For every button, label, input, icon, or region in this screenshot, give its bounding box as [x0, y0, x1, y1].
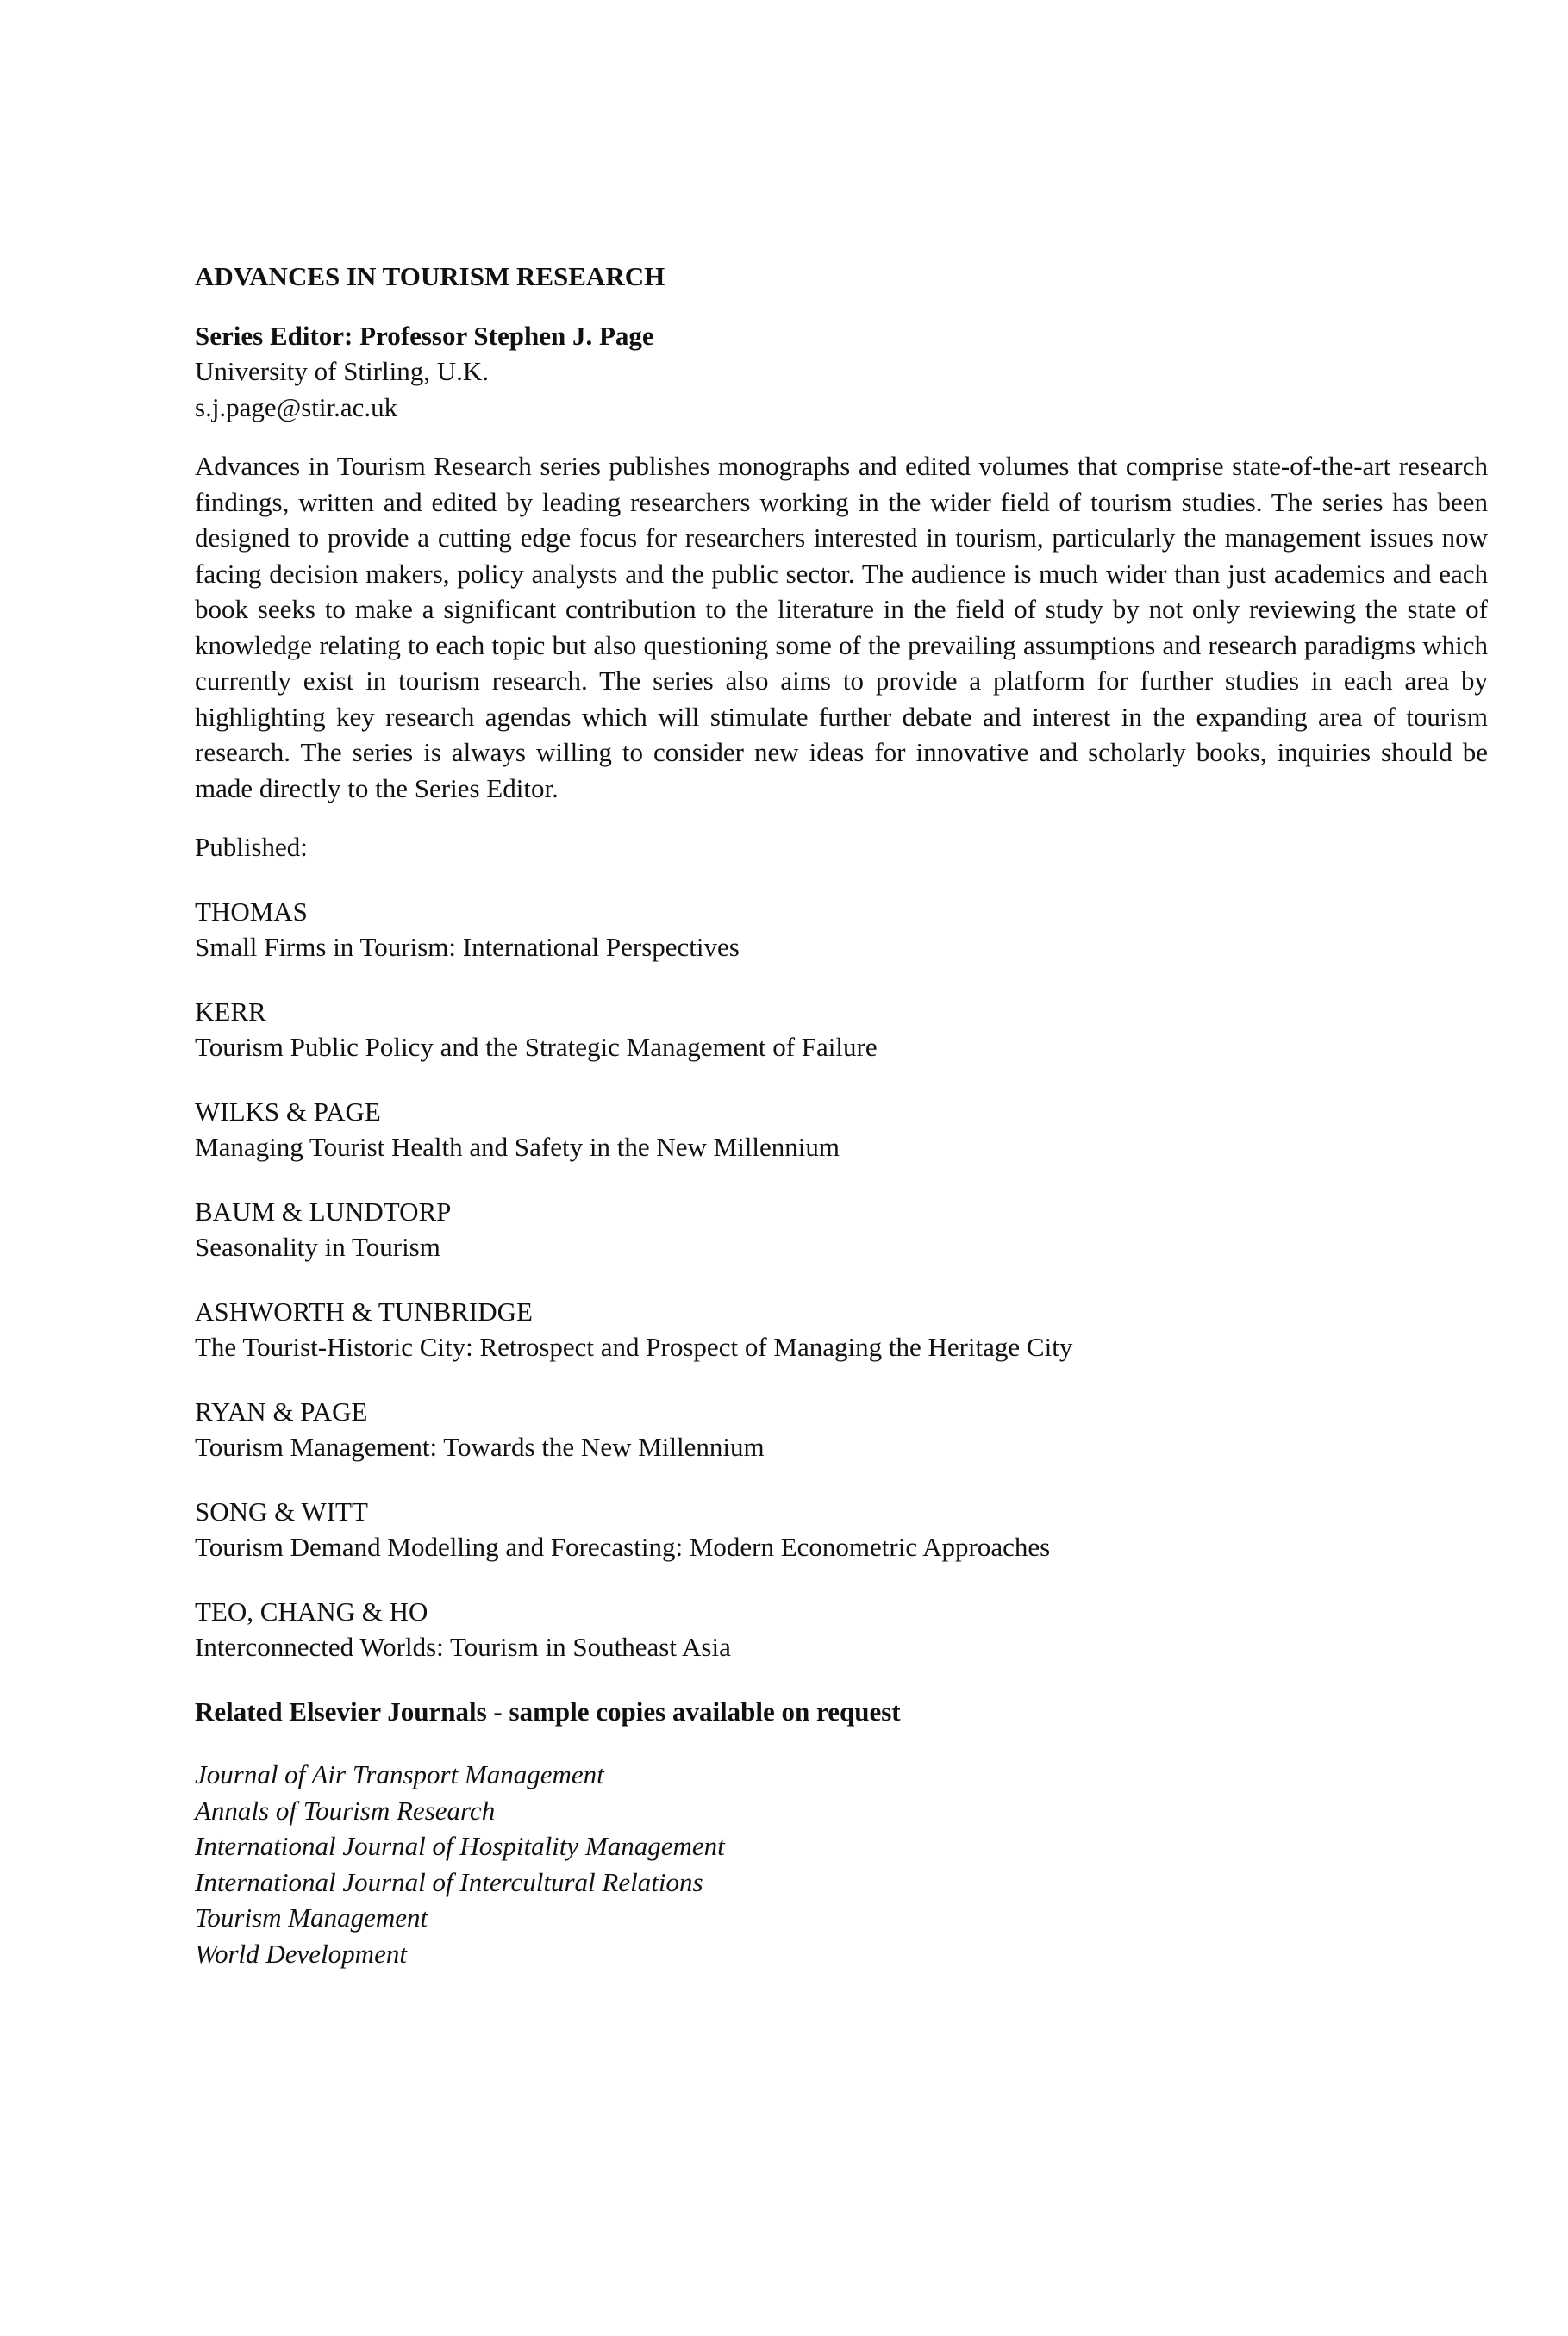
book-author: WILKS & PAGE	[195, 1096, 381, 1127]
book-title: Managing Tourist Health and Safety in the New Millennium	[195, 1132, 840, 1162]
journal-item: International Journal of Intercultural Relations	[195, 1866, 703, 1897]
book-entry	[195, 1094, 1488, 1165]
book-author: KERR	[195, 996, 266, 1027]
journals-heading: Related Elsevier Journals - sample copies available on request	[195, 1696, 901, 1727]
book-entry	[195, 1194, 1488, 1265]
published-books	[195, 894, 1488, 1665]
journal-item: International Journal of Hospitality Management	[195, 1831, 725, 1861]
book-title: Tourism Public Policy and the Strategic Management of Failure	[195, 1032, 878, 1062]
book-title: Small Firms in Tourism: International Perspectives	[195, 932, 740, 962]
book-author: THOMAS	[195, 896, 308, 927]
published-label: Published:	[195, 832, 308, 862]
book-entry	[195, 1594, 1488, 1665]
book-title: Interconnected Worlds: Tourism in Southeast Asia	[195, 1632, 731, 1662]
editor-block	[195, 318, 1488, 426]
journal-item: Annals of Tourism Research	[195, 1795, 496, 1826]
book-title: The Tourist-Historic City: Retrospect and Prospect of Managing the Heritage City	[195, 1332, 1073, 1362]
series-title: ADVANCES IN TOURISM RESEARCH	[195, 261, 665, 291]
book-title: Tourism Demand Modelling and Forecasting: Modern Econometric Approaches	[195, 1532, 1051, 1562]
editor-email: s.j.page@stir.ac.uk	[195, 391, 398, 422]
book-author: RYAN & PAGE	[195, 1396, 368, 1427]
book-entry	[195, 1394, 1488, 1465]
journal-item: Journal of Air Transport Management	[195, 1759, 604, 1789]
journal-list	[195, 1757, 1488, 1971]
journal-item: Tourism Management	[195, 1902, 428, 1933]
book-title: Tourism Management: Towards the New Millennium	[195, 1432, 765, 1462]
series-page	[195, 259, 1488, 1971]
book-entry	[195, 994, 1488, 1065]
book-title: Seasonality in Tourism	[195, 1232, 440, 1262]
journal-item: World Development	[195, 1938, 407, 1969]
book-author: SONG & WITT	[195, 1496, 368, 1527]
book-author: TEO, CHANG & HO	[195, 1596, 428, 1627]
book-entry	[195, 1294, 1488, 1365]
book-author: BAUM & LUNDTORP	[195, 1196, 452, 1227]
editor-affiliation: University of Stirling, U.K.	[195, 356, 489, 386]
book-entry	[195, 1494, 1488, 1565]
book-entry	[195, 894, 1488, 965]
series-editor: Series Editor: Professor Stephen J. Page	[195, 320, 654, 351]
series-description: Advances in Tourism Research series publishes monographs and edited volumes that comprise state-of-the-art research findings, written and edited by leading researchers working in the wider field of tourism studies. The series has been designed to provide a cutting edge focus for researchers interested in tourism, particularly the management issues now facing decision makers, policy analysts and the public sector. The audience is much wider than just academics and each book seeks to make a significant contribution to the literature in the field of study by not only reviewing the state of knowledge relating to each topic but also questioning some of the prevailing assumptions and research paradigms which currently exist in tourism research. The series also aims to provide a platform for further studies in each area by highlighting key research agendas which will stimulate further debate and interest in the expanding area of tourism research. The series is always willing to consider new ideas for innovative and scholarly books, inquiries should be made directly to the Series Editor.	[195, 451, 1488, 803]
book-author: ASHWORTH & TUNBRIDGE	[195, 1296, 533, 1327]
